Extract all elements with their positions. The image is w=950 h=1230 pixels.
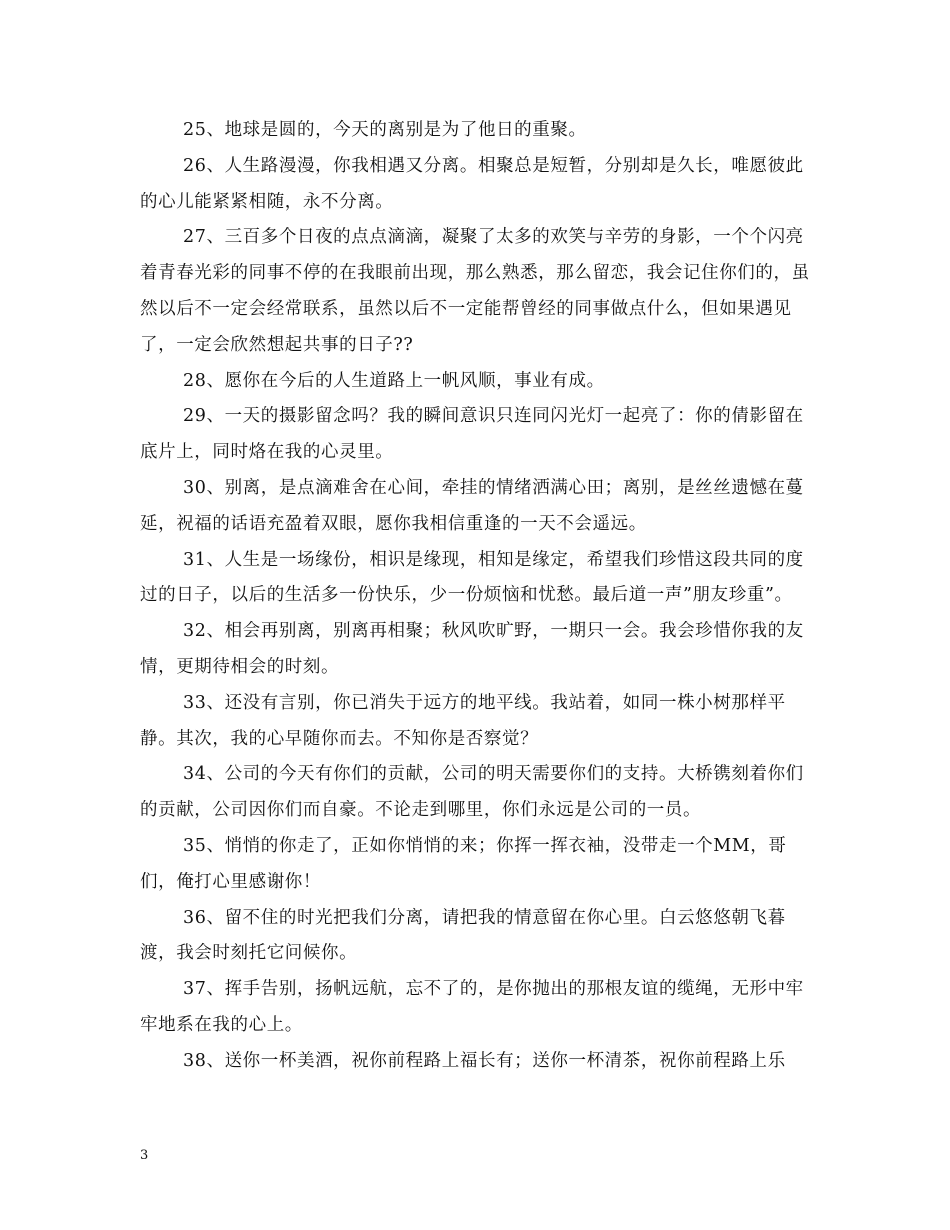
paragraph-36: 36、留不住的时光把我们分离，请把我的情意留在你心里。白云悠悠朝飞暮渡，我会时刻托它问候你。 (140, 907, 786, 964)
paragraph-34: 34、公司的今天有你们的贡献，公司的明天需要你们的支持。大桥镌刻着你们的贡献，公司因你们而自豪。不论走到哪里，你们永远是公司的一员。 (140, 764, 804, 821)
document-body (140, 113, 810, 1080)
paragraph-31: 31、人生是一场缘份，相识是缘现，相知是缘定，希望我们珍惜这段共同的度过的日子，以后的生活多一份快乐，少一份烦恼和忧愁。最后道一声”朋友珍重”。 (140, 549, 804, 606)
paragraph-30: 30、别离，是点滴难舍在心间，牵挂的情绪洒满心田；离别，是丝丝遗憾在蔓延，祝福的话语充盈着双眼，愿你我相信重逢的一天不会遥远。 (140, 477, 804, 534)
paragraph-29: 29、一天的摄影留念吗？我的瞬间意识只连同闪光灯一起亮了：你的倩影留在底片上，同时烙在我的心灵里。 (140, 406, 804, 463)
paragraph-27: 27、三百多个日夜的点点滴滴，凝聚了太多的欢笑与辛劳的身影，一个个闪亮着青春光彩的同事不停的在我眼前出现，那么熟悉，那么留恋，我会记住你们的，虽然以后不一定会经常联系，虽然以后不一定能帮曾经的同事做点什么，但如果遇见了，一定会欣然想起共事的日子?? (140, 227, 810, 355)
paragraph-35: 35、悄悄的你走了，正如你悄悄的来；你挥一挥衣袖，没带走一个MM，哥们，俺打心里感谢你！ (140, 835, 787, 892)
paragraph-33: 33、还没有言别，你已消失于远方的地平线。我站着，如同一株小树那样平静。其次，我的心早随你而去。不知你是否察觉？ (140, 692, 786, 749)
paragraph-26: 26、人生路漫漫，你我相遇又分离。相聚总是短暂，分别却是久长，唯愿彼此的心儿能紧紧相随，永不分离。 (140, 155, 804, 212)
page-number: 3 (140, 1148, 149, 1163)
paragraph-32: 32、相会再别离，别离再相聚；秋风吹旷野，一期只一会。我会珍惜你我的友情，更期待相会的时刻。 (140, 621, 804, 677)
paragraph-25: 25、地球是圆的，今天的离别是为了他日的重聚。 (183, 120, 587, 140)
paragraph-28: 28、愿你在今后的人生道路上一帆风顺，事业有成。 (183, 370, 605, 391)
paragraph-38: 38、送你一杯美酒，祝你前程路上福长有；送你一杯清茶，祝你前程路上乐 (183, 1050, 786, 1071)
paragraph-37: 37、挥手告别，扬帆远航，忘不了的，是你抛出的那根友谊的缆绳，无形中牢牢地系在我的心上。 (140, 979, 804, 1035)
